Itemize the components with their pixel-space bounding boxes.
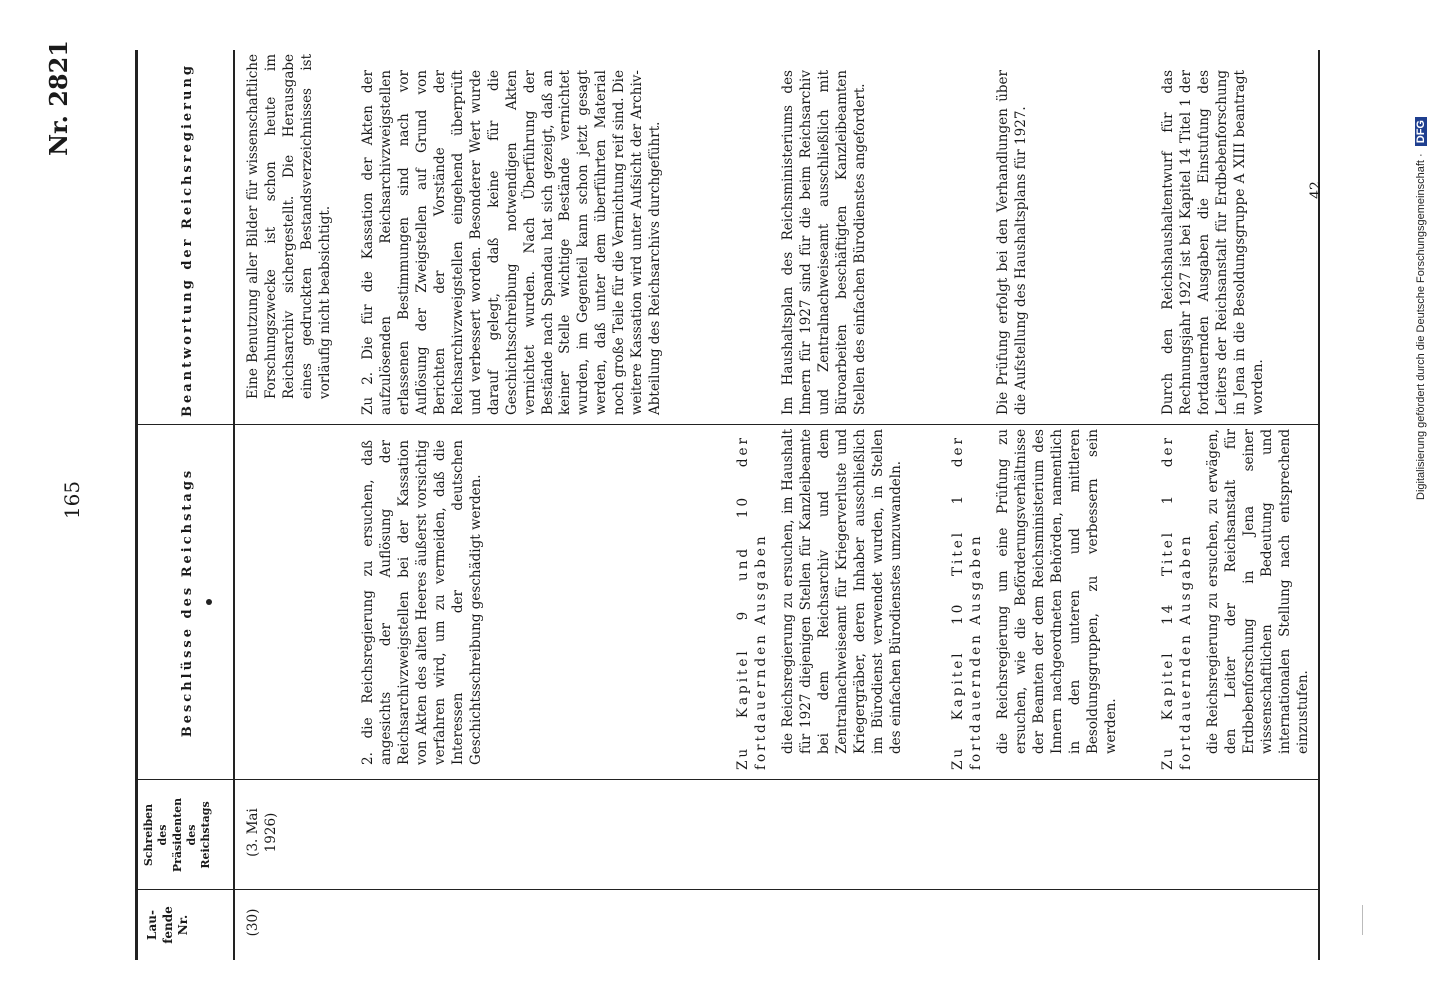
row-laufende-nr: (30) (245, 908, 261, 937)
answer-4: Die Prüfung erfolgt bei den Verhandlungen über die Aufstellung des Haushaltsplans für 1927. (995, 70, 1029, 415)
header-beantwortung: Beantwortung der Reichsregierung (180, 62, 195, 418)
page-number: 165 (60, 480, 84, 520)
answer-intro: Eine Benutzung aller Bilder für wissenschaftliche Forschungszwecke ist schon heute im Reichsarchiv sichergestellt. Die Herausgabe eines gedruckten Bestandsverzeichnisses ist vorläufig nicht beabsichtigt. (245, 54, 333, 399)
scanned-page (20, 20, 1434, 980)
answer-3: Im Haushaltsplan des Reichsministeriums des Innern für 1927 sind für die beim Reichsarchiv und Zentralnachweiseamt ausschließlich mit Büroarbeiten beschäftigten Kanzleibeamten Stellen des einfachen Bürodienstes angefordert. (780, 70, 868, 415)
dfg-logo: DFG (1415, 117, 1427, 146)
digitization-note (1415, 0, 1431, 500)
heading-4-text: Zu Kapitel 10 Titel 1 der fortdauernden Ausgaben (950, 435, 984, 770)
header-bottom-rule (233, 50, 235, 960)
header-beschluesse (180, 430, 218, 775)
row-date: (3. Mai 1926) (245, 808, 279, 857)
header-schreiben: Schreiben des Präsidenten des Reichstags (142, 797, 213, 873)
answer-2: Zu 2. Die für die Kassation der Akten der aufzulösenden Reichsarchivzweigstellen erlassenen Bestimmungen sind nach vor Auflösung der Zweigstellen auf Grund von Berichten der Vorstände der Reichsarchivzweigstellen eingehend überprüft und verbessert worden. Besonderer Wert wurde darauf gelegt, daß keine für die Geschichtsschreibung notwendigen Akten vernichtet wurden. Nach Überführung der Bestände nach Spandau hat sich gezeigt, daß an keiner Stelle wichtige Bestände vernichtet wurden, im Gegenteil kann schon jetzt gesagt werden, daß unter dem überführten Material noch große Teile für die Vernichtung reif sind. Die weitere Kassation wird unter Aufsicht der Archiv-Abteilung des Reichsarchivs durchgeführt. (360, 70, 664, 415)
heading-3 (735, 435, 771, 770)
beschluss-5: die Reichsregierung zu ersuchen, zu erwägen, den Leiter der Reichsanstalt für Erdbebenforschung in Jena seiner wissenschaftlichen Bedeutung und internationalen Stellung nach entsprechend einzustufen. (1205, 429, 1311, 754)
heading-5-text: Zu Kapitel 14 Titel 1 der fortdauernden Ausgaben (1160, 435, 1194, 770)
table-top-rule (135, 50, 138, 960)
column-divider-2 (135, 779, 1320, 780)
heading-5 (1160, 435, 1196, 770)
scan-margin-mark (1362, 905, 1363, 935)
beschluss-3: die Reichsregierung zu ersuchen, im Haushalt für 1927 diejenigen Stellen für Kanzleibeamte bei dem Reichsarchiv und dem Zentralnachweiseamt für Kriegerverluste und Kriegergräber, deren Inhaber ausschließlich im Bürodienst verwendet wurden, in Stellen des einfachen Bürodienstes umzuwandeln. (780, 429, 904, 754)
heading-3-text: Zu Kapitel 9 und 10 der fortdauernden Ausgaben (735, 435, 769, 770)
column-divider-3 (135, 424, 1320, 425)
heading-4 (950, 435, 986, 770)
column-divider-1 (135, 889, 1320, 890)
beschluss-2: 2. die Reichsregierung zu ersuchen, daß angesichts der Auflösung der Reichsarchivzweigstellen bei der Kassation von Akten des alten Heeres äußerst vorsichtig verfahren wird, um zu vermeiden, daß die Interessen der deutschen Geschichtsschreibung geschädigt werden. (360, 440, 484, 765)
answer-5: Durch den Reichshaushaltentwurf für das Rechnungsjahr 1927 ist bei Kapitel 14 Titel 1 der fortdauernden Ausgaben die Einstufung des Leiters der Reichsanstalt für Erdbebenforschung in Jena in die Besoldungsgruppe A XIII beantragt worden. (1160, 70, 1266, 415)
bullet-dot (206, 600, 212, 606)
digitization-text: Digitalisierung gefördert durch die Deutsche Forschungsgemeinschaft · (1415, 153, 1427, 500)
beschluss-4: die Reichsregierung um eine Prüfung zu ersuchen, wie die Beförderungsverhältnisse der Beamten der dem Reichsministerium des Innern nachgeordneten Behörden, namentlich in den unteren und mittleren Besoldungsgruppen, zu verbessern sein werden. (995, 429, 1119, 754)
header-laufende-nr: Lau- fende Nr. (145, 906, 191, 944)
footer-number: 42 (1308, 181, 1324, 199)
header-beschluesse-text: Beschlüsse des Reichstags (180, 467, 195, 738)
document-number: Nr. 2821 (44, 40, 73, 156)
